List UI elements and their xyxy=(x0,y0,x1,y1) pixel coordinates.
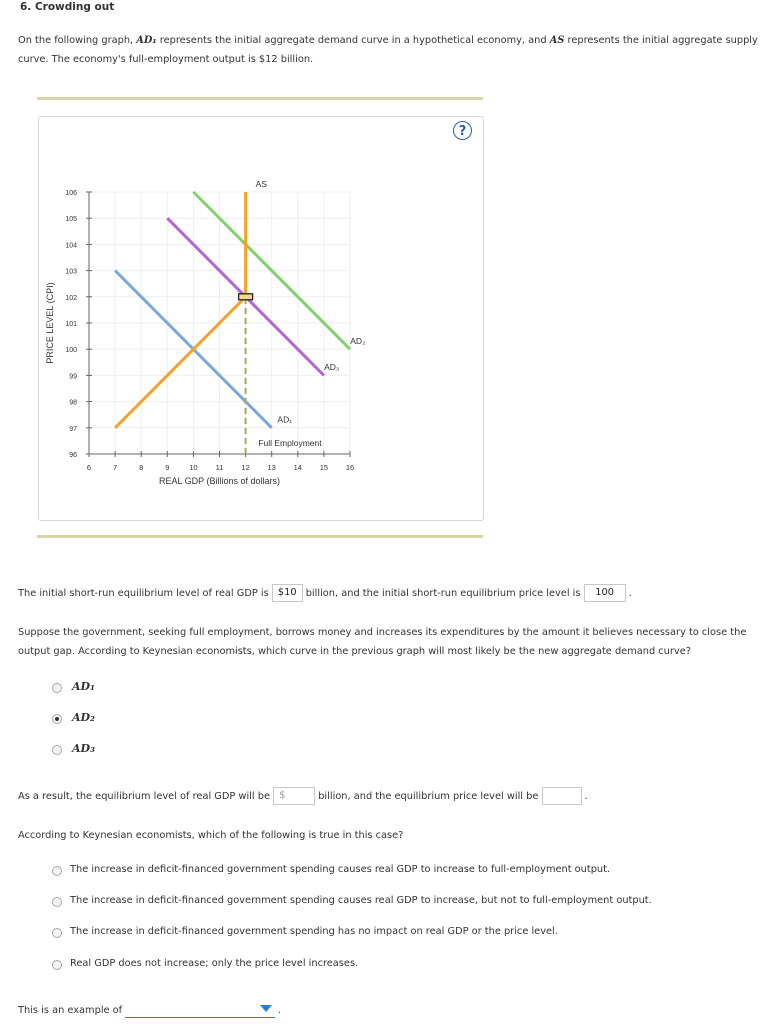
as-symbol: AS xyxy=(549,35,565,46)
ad1-symbol: AD₁ xyxy=(136,35,157,46)
option-ad3-label: AD₃ xyxy=(72,742,95,755)
x-tick-label: 9 xyxy=(165,463,170,472)
intro-text xyxy=(18,31,766,69)
y-tick-label: 104 xyxy=(65,242,77,250)
curve-label: AD₁ xyxy=(277,414,293,425)
ad-as-chart[interactable] xyxy=(38,116,482,519)
q1-text2: billion, and the initial short-run equilibrium price level is xyxy=(302,588,584,599)
y-tick-label: 103 xyxy=(65,268,77,276)
radio-choice-4[interactable] xyxy=(52,960,62,970)
x-axis-label: REAL GDP (Billions of dollars) xyxy=(158,476,281,486)
example-dropdown[interactable] xyxy=(125,1003,275,1018)
q1-text3: . xyxy=(625,588,632,599)
q3-sentence xyxy=(18,787,588,806)
intro-text-part1: On the following graph, xyxy=(18,35,137,46)
price-answer-box[interactable]: 100 xyxy=(584,584,626,602)
x-tick-label: 7 xyxy=(113,463,118,472)
q1-sentence xyxy=(18,584,632,603)
curve-label: AD₃ xyxy=(324,362,340,373)
y-tick-label: 102 xyxy=(65,294,77,302)
y-axis-label: PRICE LEVEL (CPI) xyxy=(45,282,55,364)
q4-prompt: According to Keynesian economists, which of the following is true in this case? xyxy=(18,830,404,841)
curve-label: AD₂ xyxy=(350,335,366,346)
y-tick-label: 105 xyxy=(65,216,77,224)
x-tick-label: 13 xyxy=(267,463,276,472)
question-title: 6. Crowding out xyxy=(20,1,115,13)
x-tick-label: 16 xyxy=(345,463,355,472)
q5-text: This is an example of xyxy=(18,1005,123,1016)
intro-text-part3: represents the initial aggregate supply xyxy=(564,35,758,46)
radio-choice-3[interactable] xyxy=(52,928,62,938)
x-tick-label: 14 xyxy=(293,463,302,472)
q3-text2: billion, and the equilibrium price level will be xyxy=(315,791,542,802)
new-price-input[interactable] xyxy=(542,787,582,805)
y-tick-label: 101 xyxy=(65,321,77,328)
q2-line1: Suppose the government, seeking full employment, borrows money and increases its expenditures by the amount it believes necessary to close the xyxy=(18,627,747,638)
y-tick-label: 97 xyxy=(69,425,77,433)
x-tick-label: 12 xyxy=(241,463,250,472)
y-tick-label: 106 xyxy=(65,190,77,197)
radio-ad3[interactable] xyxy=(52,745,62,755)
curve-label: AS xyxy=(255,178,267,189)
choice-2-label: The increase in deficit-financed government spending causes real GDP to increase, but not to full-employment output. xyxy=(70,895,652,906)
q2-prompt xyxy=(18,623,746,661)
help-icon[interactable]: ? xyxy=(453,121,472,140)
q5-end: . xyxy=(278,1005,282,1016)
x-tick-label: 8 xyxy=(139,463,144,472)
equilibrium-marker xyxy=(239,294,253,300)
intro-text-line2: curve. The economy's full-employment output is $12 billion. xyxy=(18,54,314,65)
radio-choice-1[interactable] xyxy=(52,866,62,876)
top-divider xyxy=(37,97,483,100)
curve-label: Full Employment xyxy=(258,438,322,449)
y-tick-label: 96 xyxy=(69,452,77,459)
option-ad2-label: AD₂ xyxy=(72,711,95,724)
y-tick-label: 98 xyxy=(69,399,77,407)
choice-4-label: Real GDP does not increase; only the price level increases. xyxy=(70,958,359,969)
bottom-divider xyxy=(37,535,483,538)
gdp-answer-box[interactable]: $10 xyxy=(272,584,303,602)
q2-line2: output gap. According to Keynesian economists, which curve in the previous graph will most likely be the new aggregate demand curve? xyxy=(18,646,691,657)
chevron-down-icon xyxy=(260,1005,272,1012)
radio-choice-2[interactable] xyxy=(52,897,62,907)
q3-text3: . xyxy=(581,791,588,802)
dollar-sign: $ xyxy=(279,790,286,801)
q3-text1: As a result, the equilibrium level of real GDP will be xyxy=(18,791,274,802)
intro-text-part2: represents the initial aggregate demand curve in a hypothetical economy, and xyxy=(156,35,550,46)
radio-ad1[interactable] xyxy=(52,683,62,693)
choice-3-label: The increase in deficit-financed government spending has no impact on real GDP or the price level. xyxy=(70,926,558,937)
option-ad1-label: AD₁ xyxy=(72,680,95,693)
choice-1-label: The increase in deficit-financed government spending causes real GDP to increase to full-employment output. xyxy=(70,864,611,875)
series-as xyxy=(115,297,246,428)
q1-text1: The initial short-run equilibrium level of real GDP is xyxy=(18,588,272,599)
radio-ad2[interactable] xyxy=(52,714,62,724)
new-gdp-input[interactable] xyxy=(273,787,315,805)
x-tick-label: 11 xyxy=(215,463,224,472)
x-tick-label: 6 xyxy=(86,463,92,472)
x-tick-label: 15 xyxy=(319,463,329,472)
x-tick-label: 10 xyxy=(189,463,198,472)
y-tick-label: 100 xyxy=(65,347,77,355)
y-tick-label: 99 xyxy=(69,373,77,381)
